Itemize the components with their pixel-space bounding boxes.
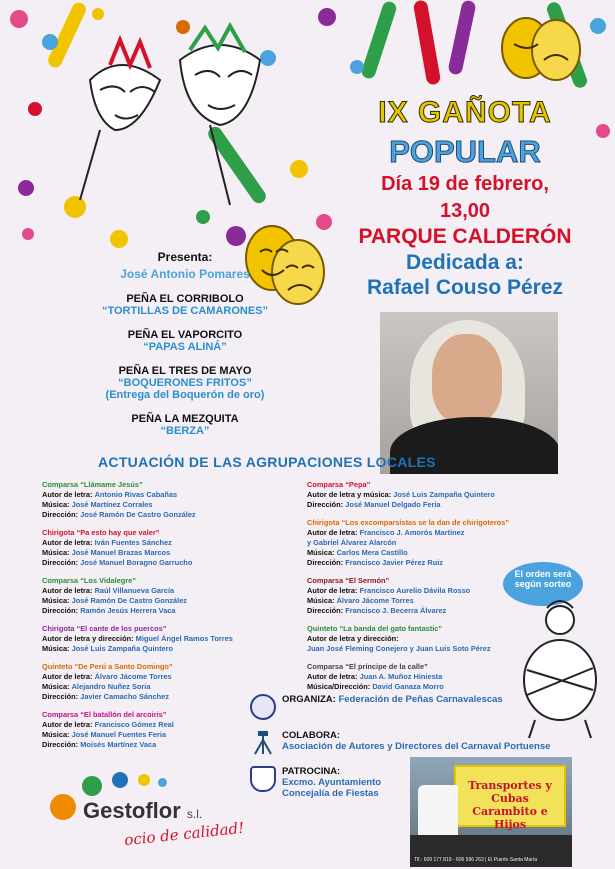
group-type: Comparsa xyxy=(42,576,79,585)
credit-role: Autor de letra: xyxy=(307,528,358,537)
group-credit-row xyxy=(307,500,557,510)
group-entry xyxy=(42,528,292,568)
credit-person: Juan José Fleming Conejero y Juan Luis Soto Pérez xyxy=(307,644,491,653)
group-credit-row xyxy=(42,682,292,692)
event-title-line1: IX GAÑOTA xyxy=(378,96,552,129)
credit-person: Francisco Gómez Real xyxy=(94,720,174,729)
credit-person: Antonio Rivas Cabañas xyxy=(94,490,178,499)
group-title: “Llámame Jesús” xyxy=(80,480,143,489)
group-credit-row xyxy=(307,548,557,558)
pena-name: PEÑA EL CORRIBOLO xyxy=(126,293,244,305)
credit-person: José Ramón De Castro González xyxy=(71,596,188,605)
credit-person: Carlos Mera Castillo xyxy=(336,548,408,557)
truck-box xyxy=(454,765,566,831)
credit-role: Dirección: xyxy=(307,606,344,615)
credit-role: Música: xyxy=(42,500,70,509)
group-title: “Pepa” xyxy=(345,480,371,489)
group-credit-row xyxy=(42,558,292,568)
truck-line2: Carambito e Hijos xyxy=(472,805,548,831)
group-type: Chirigota xyxy=(42,528,75,537)
group-title: “La banda del gato fantastic” xyxy=(339,624,443,633)
group-heading xyxy=(42,528,292,538)
event-place: PARQUE CALDERÓN xyxy=(358,225,572,248)
credit-person: Raúl Villanueva García xyxy=(94,586,175,595)
group-type: Comparsa xyxy=(42,710,79,719)
logo-name: Gestoflor xyxy=(83,798,181,823)
credit-person: Francisco J. Becerra Álvarez xyxy=(345,606,447,615)
credit-role: Música: xyxy=(42,548,70,557)
tripod-logo-icon xyxy=(250,730,276,756)
patrocina-value2: Concejalía de Fiestas xyxy=(282,788,379,799)
group-credit-row xyxy=(42,490,292,500)
credit-person: José Luis Zampaña Quintero xyxy=(393,490,495,499)
group-credit-row xyxy=(42,510,292,520)
credit-role: Autor de letra y dirección: xyxy=(307,634,399,643)
group-title: “Los Vidalegre” xyxy=(80,576,136,585)
event-time: 13,00 xyxy=(439,200,491,222)
credit-person: Francisco Javier Pérez Ruiz xyxy=(345,558,443,567)
credit-role: Música/Dirección: xyxy=(307,682,371,691)
credit-person: José Martínez Corrales xyxy=(71,500,153,509)
credit-role: Autor de letra: xyxy=(307,672,358,681)
group-credit-row xyxy=(42,606,292,616)
patrocina-label: PATROCINA: xyxy=(282,766,341,777)
pena-dish: “BERZA” xyxy=(160,425,210,437)
credit-role: Autor de letra: xyxy=(42,720,93,729)
credit-role: Autor de letra: xyxy=(307,586,358,595)
group-entry xyxy=(42,480,292,520)
group-type: Chirigota xyxy=(42,624,75,633)
credit-role: Autor de letra: xyxy=(42,490,93,499)
credit-role: Música: xyxy=(42,596,70,605)
group-heading xyxy=(42,576,292,586)
pena-item xyxy=(70,365,300,401)
pena-item xyxy=(70,293,300,317)
group-credit-row xyxy=(307,528,557,538)
federation-logo-icon xyxy=(250,694,276,720)
group-credit-row xyxy=(42,538,292,548)
truck-cab xyxy=(418,785,458,835)
truck-phone: Tlf.: 609 177 819 - 606 596 263 | El Puerto Santa María xyxy=(414,857,538,863)
credit-person: y Gabriel Álvarez Alarcón xyxy=(307,538,397,547)
group-credit-row xyxy=(307,538,557,548)
group-credit-row xyxy=(42,672,292,682)
pena-dish: “TORTILLAS DE CAMARONES” xyxy=(101,305,269,317)
logo-tagline: ocio de calidad! xyxy=(123,818,246,850)
pena-name: PEÑA LA MEZQUITA xyxy=(131,413,239,425)
truck-text xyxy=(456,779,564,831)
credit-person: Juan A. Muñoz Hiniesta xyxy=(359,672,443,681)
group-title: “El cante de los puercos” xyxy=(76,624,167,633)
credit-person: Miguel Ángel Ramos Torres xyxy=(135,634,233,643)
group-heading xyxy=(42,624,292,634)
credit-role: Música: xyxy=(307,596,335,605)
credit-role: Autor de letra: xyxy=(42,538,93,547)
credit-role: Dirección: xyxy=(42,510,79,519)
credit-role: Autor de letra y dirección: xyxy=(42,634,134,643)
credit-role: Dirección: xyxy=(42,692,79,701)
group-type: Chirigota xyxy=(307,518,340,527)
credit-role: Música: xyxy=(42,682,70,691)
organiza-value: Federación de Peñas Carnavalescas xyxy=(338,694,503,705)
credit-role: Música: xyxy=(42,730,70,739)
credit-role: Dirección: xyxy=(307,558,344,567)
credit-person: Francisco J. Amorós Martínez xyxy=(359,528,465,537)
corner-masks-icon xyxy=(496,10,586,90)
group-heading xyxy=(42,480,292,490)
event-title-line2: POPULAR xyxy=(389,134,541,169)
honoree-photo xyxy=(380,312,558,474)
credit-role: Música: xyxy=(42,644,70,653)
credit-person: David Ganaza Morro xyxy=(372,682,444,691)
group-type: Comparsa xyxy=(42,480,79,489)
colabora-value: Asociación de Autores y Directores del Carnaval Portuense xyxy=(282,741,551,752)
group-entry xyxy=(307,518,557,568)
group-type: Comparsa xyxy=(307,576,344,585)
credit-person: Moisés Martínez Vaca xyxy=(80,740,157,749)
group-entry xyxy=(42,624,292,654)
credit-person: José Manuel Brazas Marcos xyxy=(71,548,171,557)
credit-role: Música: xyxy=(307,548,335,557)
group-type: Comparsa xyxy=(307,662,344,671)
credit-role: Dirección: xyxy=(42,558,79,567)
pena-item xyxy=(70,413,300,437)
group-type: Comparsa xyxy=(307,480,344,489)
credit-person: José Luis Zampaña Quintero xyxy=(71,644,174,653)
organiza-label: ORGANIZA: xyxy=(282,694,336,705)
credit-role: Autor de letra y música: xyxy=(307,490,392,499)
credit-role: Dirección: xyxy=(307,500,344,509)
group-type: Quinteto xyxy=(307,624,338,633)
group-title: “El Sermón” xyxy=(345,576,390,585)
logo-suffix: s.l. xyxy=(186,807,203,821)
order-bubble: El orden será según sorteo xyxy=(503,562,583,606)
patrocina-value1: Excmo. Ayuntamiento xyxy=(282,777,382,788)
group-credit-row xyxy=(42,586,292,596)
pena-name: PEÑA EL VAPORCITO xyxy=(127,329,243,341)
logo-name-line xyxy=(83,798,202,824)
pena-item xyxy=(70,329,300,353)
group-title: “El batallón del arcoiris” xyxy=(80,710,167,719)
group-title: “Pa esto hay que valer” xyxy=(76,528,160,537)
credit-person: Iván Fuentes Sánchez xyxy=(94,538,172,547)
group-type: Quinteto xyxy=(42,662,73,671)
dedicated-label: Dedicada a: xyxy=(406,251,524,274)
group-heading xyxy=(307,518,557,528)
credit-person: Javier Camacho Sánchez xyxy=(80,692,169,701)
credit-person: Alejandro Nuñez Soria xyxy=(71,682,151,691)
organiza-row xyxy=(250,694,580,720)
group-credit-row xyxy=(42,500,292,510)
group-title: “De Perú a Santo Domingo” xyxy=(74,662,173,671)
presenta-block xyxy=(70,250,300,437)
group-credit-row xyxy=(42,634,292,644)
credit-person: Ramón Jesús Herrera Vaca xyxy=(80,606,176,615)
group-credit-row xyxy=(42,644,292,654)
credit-person: Francisco Aurelio Dávila Rosso xyxy=(359,586,471,595)
group-title: “Los excomparsistas se la dan de chirigoteros” xyxy=(341,518,510,527)
group-heading xyxy=(307,480,557,490)
credit-role: Autor de letra: xyxy=(42,672,93,681)
credit-person: Álvaro Jácome Torres xyxy=(94,672,172,681)
presenter-name: José Antonio Pomares xyxy=(120,267,250,281)
credit-person: Álvaro Jácome Torres xyxy=(336,596,414,605)
pena-dish: “BOQUERONES FRITOS” xyxy=(118,377,252,389)
group-heading xyxy=(42,662,292,672)
credit-person: José Manuel Fuentes Feria xyxy=(71,730,167,739)
carnival-masks-illustration xyxy=(60,20,310,210)
group-credit-row xyxy=(42,548,292,558)
pena-dish: “PAPAS ALINÁ” xyxy=(143,341,227,353)
gestoflor-logo xyxy=(48,770,258,855)
group-title: “El príncipe de la calle” xyxy=(345,662,428,671)
pena-name: PEÑA EL TRES DE MAYO xyxy=(118,365,252,377)
presenta-label: Presenta: xyxy=(157,250,213,264)
truck-line1: Transportes y Cubas xyxy=(468,779,552,805)
group-entry xyxy=(42,576,292,616)
group-credit-row xyxy=(307,490,557,500)
credit-role: Dirección: xyxy=(42,740,79,749)
event-title-block xyxy=(340,96,590,300)
event-date: Día 19 de febrero, xyxy=(381,173,549,195)
credit-person: José Manuel Delgado Feria xyxy=(345,500,441,509)
colabora-label: COLABORA: xyxy=(282,730,341,741)
truck-sponsor-photo xyxy=(410,757,572,867)
actuacion-title: ACTUACIÓN DE LAS AGRUPACIONES LOCALES xyxy=(98,454,436,470)
credit-person: José Ramón De Castro González xyxy=(80,510,196,519)
credit-role: Dirección: xyxy=(42,606,79,615)
colabora-row xyxy=(250,730,580,756)
photo-face xyxy=(432,334,502,424)
group-credit-row xyxy=(42,596,292,606)
credit-person: José Manuel Boragno Garrucho xyxy=(80,558,193,567)
pena-note: (Entrega del Boquerón de oro) xyxy=(105,389,265,401)
group-entry xyxy=(307,480,557,510)
credit-role: Autor de letra: xyxy=(42,586,93,595)
dedicated-name: Rafael Couso Pérez xyxy=(366,276,564,299)
